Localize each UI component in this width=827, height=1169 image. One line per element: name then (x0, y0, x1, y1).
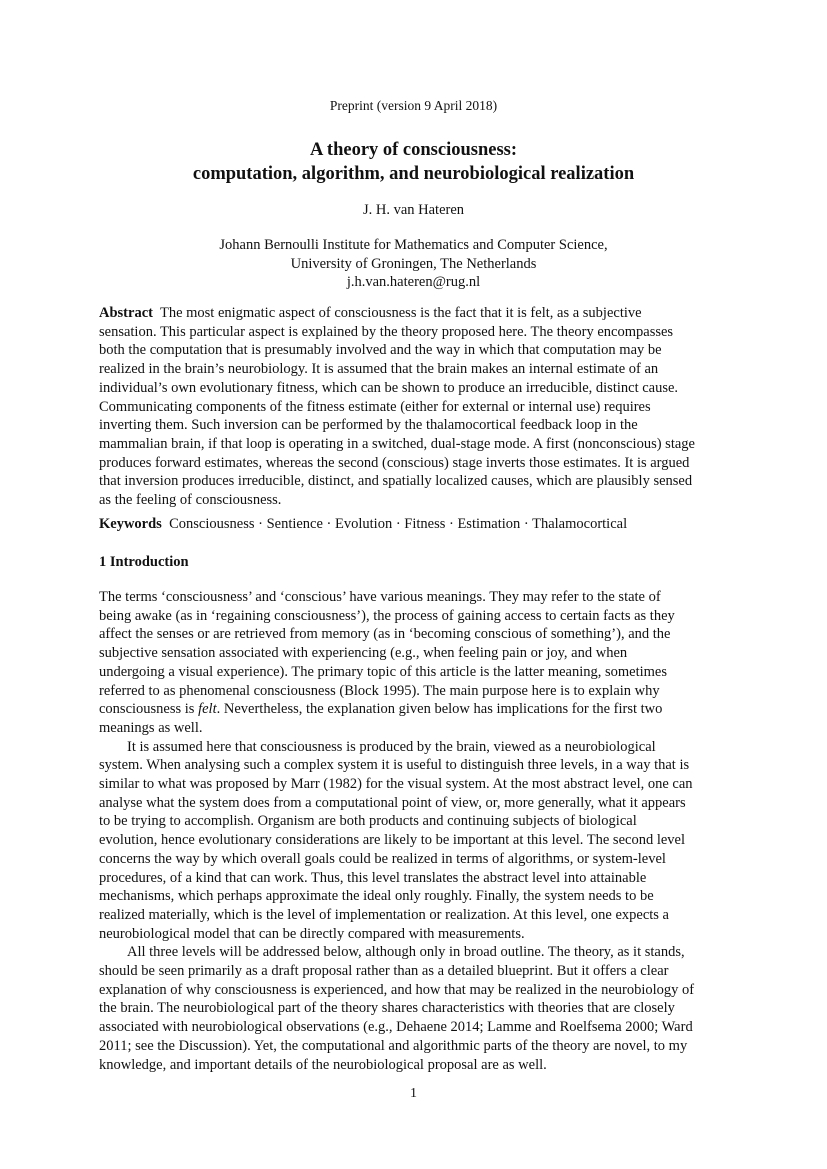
paragraph-line: procedures, of a kind that can work. Thus, this level translates the abstract level into attainable (99, 869, 647, 886)
section-heading: 1 Introduction (99, 554, 189, 570)
author-email[interactable]: j.h.van.hateren@rug.nl (346, 274, 481, 290)
keywords-list: Consciousness · Sentience · Evolution · Fitness · Estimation · Thalamocortical (169, 516, 628, 532)
paragraph-line: knowledge, and important details of the neurobiological proposal are as well. (99, 1056, 547, 1073)
paragraph-line: subjective sensation associated with experiencing (e.g., when feeling pain or joy, and when (99, 645, 628, 662)
paragraph-line: system. When analysing such a complex system it is useful to distinguish three levels, in a way that is (99, 757, 690, 774)
abstract-line: produces forward estimates, whereas the second (conscious) stage inverts those estimates. It is argued (99, 454, 690, 471)
affiliation-line-1: Johann Bernoulli Institute for Mathematics and Computer Science, (219, 237, 608, 253)
paragraph-line: evolution, hence evolutionary considerations are likely to be important at this level. The second level (99, 832, 686, 849)
abstract-line: inverting them. Such inversion can be performed by the thalamocortical feedback loop in the (99, 417, 638, 434)
title-line-2: computation, algorithm, and neurobiological realization (192, 164, 635, 184)
paragraph-line: analyse what the system does from a computational point of view, or, more generally, what it appears (99, 794, 686, 811)
abstract-line: sensation. This particular aspect is explained by the theory proposed here. The theory encompasses (99, 323, 674, 340)
affiliation-line-2: University of Groningen, The Netherlands (290, 255, 537, 272)
paragraph-line: consciousness is felt. Nevertheless, the explanation given below has implications for the first two (99, 701, 663, 718)
abstract-line: as the feeling of consciousness. (99, 492, 282, 509)
title-line-1: A theory of consciousness: (309, 140, 518, 160)
introduction-text (99, 588, 731, 1074)
emphasis-felt: felt (198, 701, 217, 718)
author: J. H. van Hateren (362, 202, 465, 218)
abstract-line: Abstract The most enigmatic aspect of consciousness is the fact that it is felt, as a subjective (99, 305, 642, 321)
keywords-label: Keywords (99, 516, 162, 532)
paragraph-line: The terms ‘consciousness’ and ‘conscious’ have various meanings. They may refer to the state of (99, 589, 661, 605)
paragraph-line: meanings as well. (99, 719, 203, 736)
abstract-label: Abstract (99, 305, 153, 321)
paragraph-line: referred to as phenomenal consciousness (Block 1995). The main purpose here is to explain why (99, 682, 660, 699)
abstract-line: both the computation that is presumably involved and the way in which that computation may be (99, 342, 662, 359)
preprint-note: Preprint (version 9 April 2018) (329, 98, 498, 113)
affiliation (0, 236, 827, 292)
abstract-line: Communicating components of the fitness estimate (either for external or internal use) requires (99, 398, 651, 415)
paper-title (0, 138, 827, 186)
paragraph-line: neurobiological model that can be directly compared with measurements. (99, 925, 525, 942)
paragraph-line: mechanisms, which perhaps approximate the ideal only roughly. Finally, the system needs to be (99, 888, 654, 905)
paragraph-line: associated with neurobiological observations (e.g., Dehaene 2014; Lamme and Roelfsema 2000; Ward (99, 1019, 693, 1036)
paragraph-line: to be trying to accomplish. Organism are both products and continuing subjects of biological (99, 813, 637, 830)
paragraph-line: being awake (as in ‘regaining consciousness’), the process of gaining access to certain facts as they (99, 607, 675, 624)
abstract-line: individual’s own evolutionary fitness, which can be shown to produce an irreducible, distinct cause. (99, 379, 679, 396)
keywords (99, 515, 731, 534)
abstract-line: realized in the brain’s neurobiology. It is assumed that the brain makes an internal estimate of an (99, 361, 659, 378)
paragraph-line: concerns the way by which overall goals could be realized in terms of algorithms, or system-level (99, 850, 666, 867)
paragraph-line: 2011; see the Discussion). Yet, the computational and algorithmic parts of the theory are novel, to my (99, 1037, 688, 1054)
paragraph-line: similar to what was proposed by Marr (1982) for the visual system. At the most abstract level, one can (99, 776, 693, 793)
abstract (99, 304, 731, 510)
paragraph-line: undergoing a visual experience). The primary topic of this article is the latter meaning, sometimes (99, 663, 668, 680)
paragraph-line: realized materially, which is the level of implementation or realization. At this level, one expects a (99, 906, 669, 923)
paragraph-line: should be seen primarily as a draft proposal rather than as a detailed blueprint. But it offers a clear (99, 963, 669, 980)
abstract-line: that inversion produces irreducible, distinct, and spatially localized causes, which are plausibly sensed (99, 473, 693, 490)
paragraph-line: the brain. The neurobiological part of the theory shares characteristics with theories that are closely (99, 1000, 675, 1017)
paragraph-line: It is assumed here that consciousness is produced by the brain, viewed as a neurobiological (127, 738, 656, 755)
paragraph-line: affect the senses or are retrieved from memory (as in ‘becoming conscious of something’), and the (99, 626, 671, 643)
page-number: 1 (410, 1086, 417, 1101)
paragraph-line: explanation of why consciousness is experienced, and how that may be realized in the neurobiology of (99, 981, 695, 998)
abstract-line: mammalian brain, if that loop is operating in a switched, dual-stage mode. A first (nonconscious) stage (99, 435, 695, 452)
paragraph-line: All three levels will be addressed below, although only in broad outline. The theory, as it stands, (127, 944, 685, 961)
